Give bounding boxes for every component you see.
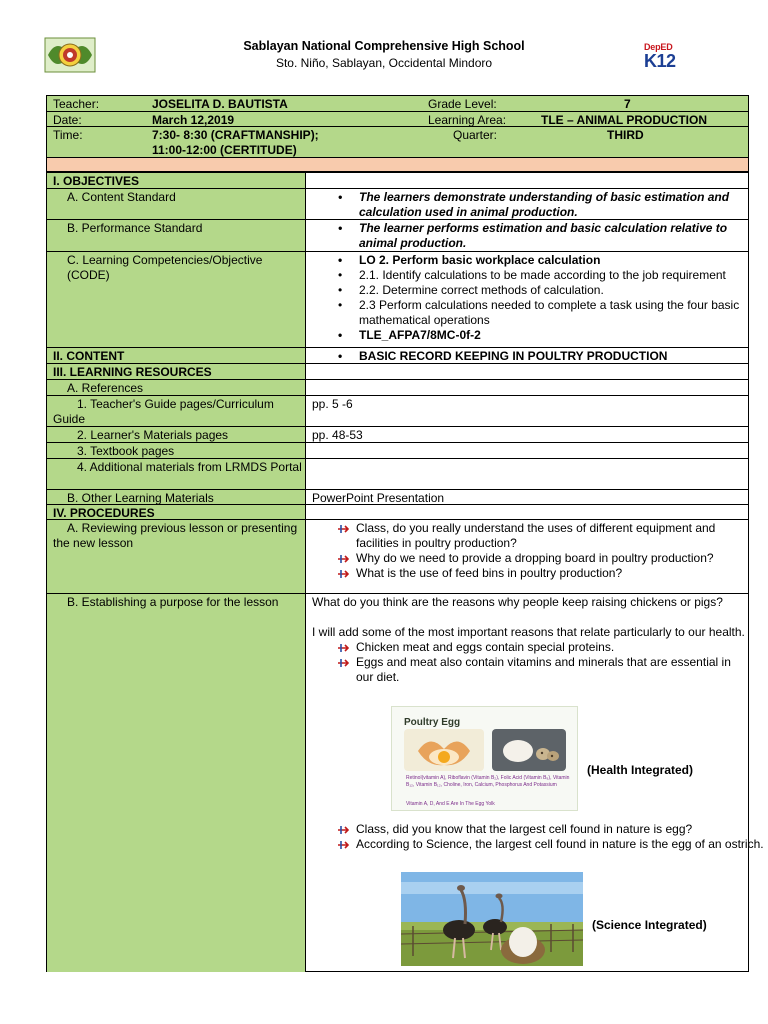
grade-value: 7 — [624, 97, 631, 111]
content-value: • BASIC RECORD KEEPING IN POULTRY PRODUCTION — [338, 349, 748, 364]
performance-standard-label: B. Performance Standard — [47, 220, 306, 251]
time-label: Time: — [53, 128, 83, 142]
poultry-slide-footer: Vitamin A, D, And E Are In The Egg Yolk — [406, 801, 495, 807]
row-competencies — [47, 251, 748, 347]
k12-logo-text: K12 — [644, 51, 676, 71]
school-name: Sablayan National Comprehensive High School — [243, 39, 525, 53]
teachers-guide-value: pp. 5 -6 — [312, 397, 353, 411]
deped-k12-logo — [640, 40, 686, 74]
date-value: March 12,2019 — [152, 113, 235, 127]
lesson-info-table — [46, 95, 749, 159]
row-teachers-guide — [47, 395, 748, 426]
document-header — [0, 0, 768, 92]
content-standard-text: • The learners demonstrate understanding of basic estimation and calculation used in animal production. — [338, 190, 748, 220]
competency-code: • TLE_AFPA7/8MC-0f-2 — [338, 328, 748, 343]
textbook-label: 3. Textbook pages — [47, 443, 306, 458]
teacher-value: JOSELITA D. BAUTISTA — [152, 97, 288, 111]
lesson-plan-table — [46, 172, 764, 972]
purpose-intro: I will add some of the most important reasons that relate particularly to our health. — [312, 625, 745, 639]
row-procedures-heading — [47, 504, 748, 519]
row-references — [47, 379, 748, 395]
row-learners-materials — [47, 426, 748, 442]
row-objectives-heading — [47, 172, 748, 188]
arrow-bullet-icon — [337, 840, 349, 850]
other-materials-label: B. Other Learning Materials — [47, 490, 306, 504]
time-value-1: 7:30- 8:30 (CRAFTMANSHIP); — [152, 128, 319, 142]
competencies-label: C. Learning Competencies/Objective (CODE) — [67, 253, 263, 282]
row-reviewing — [47, 519, 748, 593]
objectives-heading: I. OBJECTIVES — [47, 173, 306, 188]
learners-materials-label: 2. Learner's Materials pages — [47, 427, 306, 442]
purpose-label: B. Establishing a purpose for the lesson — [47, 594, 306, 972]
eggs-image — [492, 729, 566, 771]
arrow-bullet-icon — [337, 658, 349, 668]
content-heading: II. CONTENT — [47, 348, 306, 363]
row-resources-heading — [47, 363, 748, 379]
section-divider-bar — [46, 157, 749, 172]
content-standard-label: A. Content Standard — [47, 189, 306, 219]
deped-logo-text: DepED — [644, 42, 673, 52]
purpose-question: What do you think are the reasons why people keep raising chickens or pigs? — [312, 595, 723, 609]
poultry-slide-title: Poultry Egg — [404, 717, 461, 728]
reviewing-item: Why do we need to provide a dropping board in poultry production? — [334, 551, 748, 566]
lrmds-label: 4. Additional materials from LRMDS Portal — [77, 460, 302, 474]
info-row-time — [47, 126, 748, 158]
reviewing-item: What is the use of feed bins in poultry production? — [334, 566, 748, 581]
science-integrated-tag: (Science Integrated) — [592, 918, 707, 932]
poultry-egg-slide-image — [391, 706, 578, 811]
row-textbook — [47, 442, 748, 458]
cracked-egg-image — [404, 729, 484, 771]
time-value-2: 11:00-12:00 (CERTITUDE) — [152, 143, 297, 157]
info-row-date — [47, 111, 748, 126]
health-item: Chicken meat and eggs contain special proteins. — [334, 640, 748, 655]
teacher-label: Teacher: — [53, 97, 100, 111]
poultry-slide-text: Retinol(vitamin A), Riboflavin (Vitamin B₂), Folic Acid (Vitamin B₉), Vitamin B₁₂, Vitamin B₁₂, Choline, Iron, Calcium, Phosphorus And Potassium — [406, 775, 570, 788]
references-label: A. References — [47, 380, 306, 395]
row-other-materials — [47, 489, 748, 504]
arrow-bullet-icon — [337, 643, 349, 653]
health-integrated-tag: (Health Integrated) — [587, 763, 694, 777]
reviewing-item: Class, do you really understand the uses of different equipment and facilities in poultry production? — [334, 521, 748, 551]
science-list — [334, 822, 764, 852]
science-item: Class, did you know that the largest cell found in nature is egg? — [334, 822, 764, 837]
area-value: TLE – ANIMAL PRODUCTION — [541, 113, 708, 127]
procedures-heading: IV. PROCEDURES — [47, 505, 306, 519]
teachers-guide-label: 1. Teacher's Guide pages/Curriculum Guide — [53, 397, 274, 426]
learners-materials-value: pp. 48-53 — [312, 428, 363, 442]
school-address: Sto. Niño, Sablayan, Occidental Mindoro — [275, 56, 493, 70]
area-label: Learning Area: — [428, 113, 507, 127]
resources-heading: III. LEARNING RESOURCES — [47, 364, 306, 379]
competency-item: • LO 2. Perform basic workplace calculation — [338, 253, 748, 268]
row-content-standard — [47, 188, 748, 219]
arrow-bullet-icon — [337, 825, 349, 835]
other-materials-value: PowerPoint Presentation — [312, 491, 445, 505]
quarter-value: THIRD — [607, 128, 644, 142]
arrow-bullet-icon — [337, 524, 349, 534]
health-item: Eggs and meat also contain vitamins and minerals that are essential in our diet. — [334, 655, 748, 685]
date-label: Date: — [53, 113, 82, 127]
info-row-teacher — [47, 96, 748, 111]
science-item: According to Science, the largest cell found in nature is the egg of an ostrich. — [334, 837, 764, 852]
competencies-list — [338, 253, 748, 343]
competency-item: • 2.1. Identify calculations to be made according to the job requirement — [338, 268, 748, 283]
row-purpose — [47, 593, 764, 972]
row-content — [47, 347, 748, 363]
arrow-bullet-icon — [337, 554, 349, 564]
arrow-bullet-icon — [337, 569, 349, 579]
competency-item: • 2.2. Determine correct methods of calculation. — [338, 283, 748, 298]
reviewing-label: A. Reviewing previous lesson or presenting the new lesson — [53, 521, 298, 550]
grade-label: Grade Level: — [428, 97, 497, 111]
row-lrmds — [47, 458, 748, 489]
row-performance-standard — [47, 219, 748, 251]
ostrich-egg-photo — [401, 872, 583, 966]
health-list — [334, 640, 748, 685]
performance-standard-text: • The learner performs estimation and basic calculation relative to animal production. — [338, 221, 748, 251]
reviewing-list — [334, 521, 748, 581]
quarter-label: Quarter: — [453, 128, 498, 142]
competency-item: • 2.3 Perform calculations needed to complete a task using the four basic mathematical operations — [338, 298, 748, 328]
